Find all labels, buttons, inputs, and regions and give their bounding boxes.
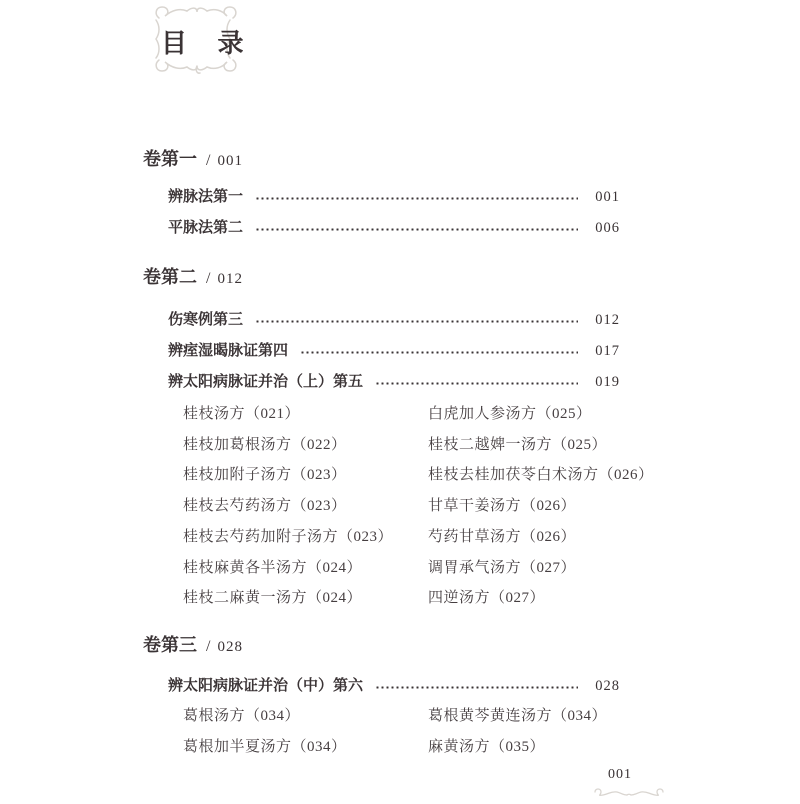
dot-leader [255, 228, 578, 231]
volume-page-number: 028 [217, 639, 243, 655]
volume-separator: / [206, 638, 211, 655]
chapter-page: 006 [595, 220, 620, 236]
formula-item: 桂枝去桂加茯苓白术汤方（026） [428, 467, 654, 484]
formula-list-volume-3 [183, 701, 631, 762]
formula-list-volume-2 [183, 399, 654, 614]
volume-name: 卷第一 [143, 149, 197, 169]
volume-page-number: 012 [217, 271, 243, 287]
page-title: 目 录 [161, 29, 256, 58]
toc-entry [168, 674, 620, 695]
toc-entry [168, 185, 620, 206]
formula-item: 芍药甘草汤方（026） [428, 528, 577, 545]
chapter-title: 辨太阳病脉证并治（中）第六 [168, 678, 364, 694]
formula-item: 葛根汤方（034） [183, 708, 301, 724]
dot-leader [375, 686, 578, 689]
volume-heading-2 [143, 263, 243, 289]
footer-flourish-ornament [592, 786, 666, 799]
volume-page-number: 001 [217, 153, 243, 169]
formula-item: 甘草干姜汤方（026） [428, 498, 577, 515]
dot-leader [300, 351, 578, 354]
chapter-page: 028 [595, 678, 620, 694]
footer-page-number: 001 [608, 767, 632, 782]
formula-item: 桂枝去芍药加附子汤方（023） [183, 528, 394, 545]
formula-item: 葛根黄芩黄连汤方（034） [428, 708, 608, 724]
chapter-page: 012 [595, 312, 620, 328]
formula-item: 四逆汤方（027） [428, 590, 546, 607]
formula-item: 调胃承气汤方（027） [428, 559, 577, 576]
formula-item: 桂枝加附子汤方（023） [183, 467, 347, 484]
formula-item: 葛根加半夏汤方（034） [183, 738, 347, 755]
dot-leader [255, 320, 578, 323]
formula-item: 桂枝二越婢一汤方（025） [428, 436, 608, 453]
formula-item: 桂枝去芍药汤方（023） [183, 498, 347, 515]
volume-name: 卷第三 [143, 635, 197, 655]
volume-heading-3 [143, 631, 243, 657]
formula-item: 白虎加人参汤方（025） [428, 406, 592, 422]
formula-item: 桂枝加葛根汤方（022） [183, 436, 347, 453]
chapter-page: 019 [595, 374, 620, 390]
volume-heading-1 [143, 145, 243, 171]
volume-name: 卷第二 [143, 267, 197, 287]
formula-item: 桂枝二麻黄一汤方（024） [183, 590, 363, 607]
title-block [149, 3, 256, 75]
toc-entry [168, 339, 620, 360]
dot-leader [255, 197, 578, 200]
chapter-page: 017 [595, 343, 620, 359]
chapter-title: 辨痓湿暍脉证第四 [168, 343, 289, 359]
formula-item: 麻黄汤方（035） [428, 738, 546, 755]
volume-separator: / [206, 152, 211, 169]
chapter-page: 001 [595, 189, 620, 205]
dot-leader [375, 382, 578, 385]
toc-entry [168, 370, 620, 391]
chapter-title: 辨太阳病脉证并治（上）第五 [168, 374, 364, 390]
formula-item: 桂枝麻黄各半汤方（024） [183, 559, 363, 576]
chapter-title: 辨脉法第一 [168, 189, 244, 205]
toc-entry [168, 308, 620, 329]
toc-entry [168, 216, 620, 237]
chapter-title: 平脉法第二 [168, 220, 244, 236]
formula-item: 桂枝汤方（021） [183, 406, 301, 422]
chapter-title: 伤寒例第三 [168, 312, 244, 328]
volume-separator: / [206, 270, 211, 287]
